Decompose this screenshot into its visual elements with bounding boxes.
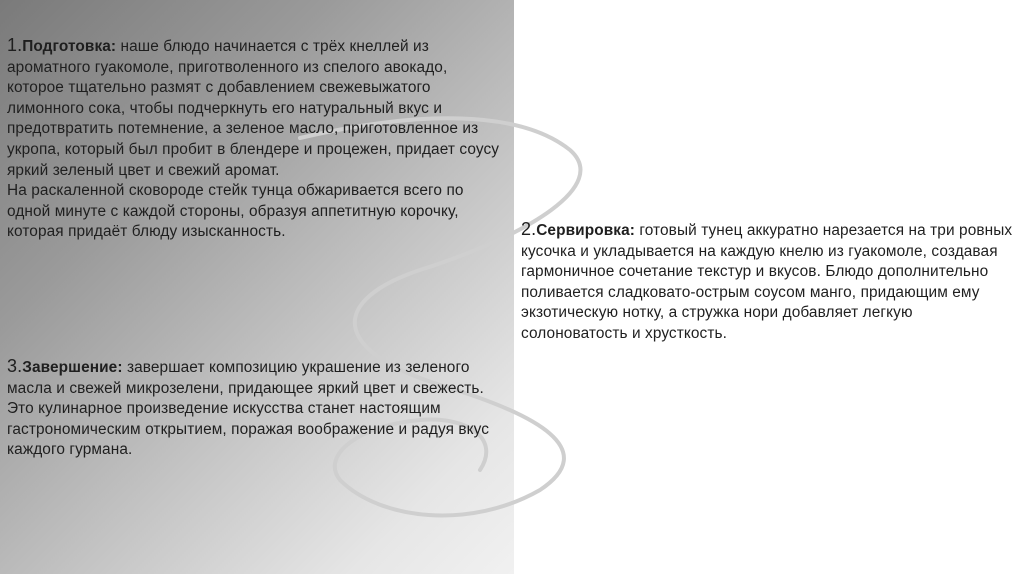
section-heading: Подготовка: [22, 38, 117, 55]
section-serving [521, 219, 1016, 345]
section-text: готовый тунец аккуратно нарезается на три ровных кусочка и укладывается на каждую кнелю из гуакомоле, создавая гармоничное сочетание текстур и вкусов. Блюдо дополнительно поливается сладковато-острым соусом манго, придающим ему экзотическую нотку, а стружка нори добавляет легкую солоноватость и хрусткость. [521, 222, 1013, 342]
section-text: завершает композицию украшение из зеленого масла и свежей микрозелени, придающее яркий цвет и свежесть. Это кулинарное произведение искусства станет настоящим гастрономическим открытием, поражая воображение и радуя вкус каждого гурмана. [7, 359, 490, 459]
section-heading: Сервировка: [536, 222, 635, 239]
section-number: 2. [521, 219, 537, 239]
preparation-paragraph-2: На раскаленной сковороде стейк тунца обжаривается всего по одной минуте с каждой стороны, образуя аппетитную корочку, которая придаёт блюду изысканность. [7, 182, 464, 241]
section-number: 1. [7, 35, 23, 55]
section-preparation [7, 35, 507, 243]
section-heading: Завершение: [22, 359, 123, 376]
section-number: 3. [7, 356, 23, 376]
section-text: наше блюдо начинается с трёх кнеллей из ароматного гуакомоле, приготволенного из спелого авокадо, которое тщательно размят с добавлением свежевыжатого лимонного сока, чтобы подчеркнуть его натуральный вкус и предотвратить потемнение, а зеленое масло, приготовленное из укропа, который был пробит в блендере и процежен, придает соусу яркий зеленый цвет и свежий аромат. [7, 38, 500, 179]
preparation-paragraph-1 [7, 35, 507, 181]
section-finishing [7, 356, 507, 461]
